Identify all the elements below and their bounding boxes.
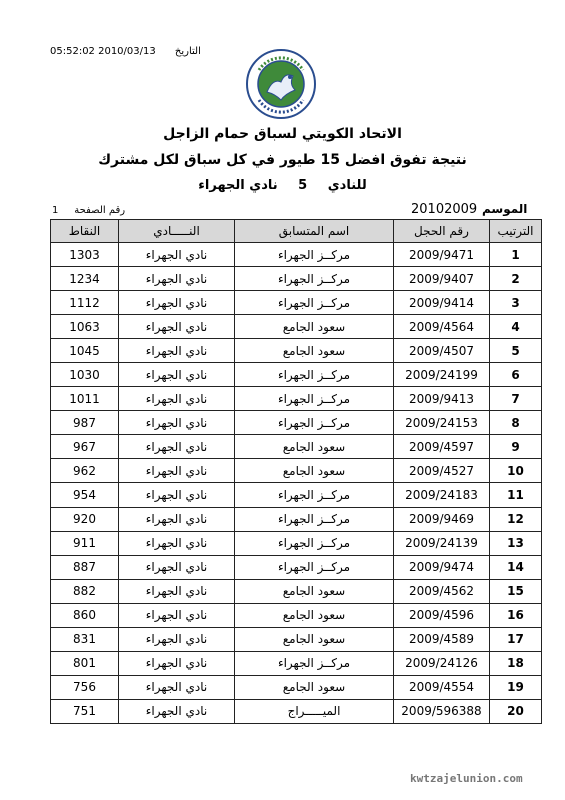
- meta-row: [0, 201, 565, 219]
- table-row: [51, 651, 542, 675]
- ring-number-cell: 2009/4589: [394, 627, 490, 651]
- points-cell: 751: [51, 699, 119, 723]
- competitor-name-cell: مركــز الجهراء: [235, 483, 394, 507]
- competitor-name-cell: سعود الجامع: [235, 603, 394, 627]
- ring-number-cell: 2009/24139: [394, 531, 490, 555]
- ring-number-cell: 2009/596388: [394, 699, 490, 723]
- points-cell: 1063: [51, 315, 119, 339]
- col-rank-header: الترتيب: [490, 220, 542, 243]
- club-cell: نادي الجهراء: [119, 531, 235, 555]
- club-cell: نادي الجهراء: [119, 315, 235, 339]
- table-row: [51, 459, 542, 483]
- table-header-row: [51, 220, 542, 243]
- competitor-name-cell: سعود الجامع: [235, 339, 394, 363]
- club-name: نادي الجهراء: [198, 178, 278, 193]
- ring-number-cell: 2009/4597: [394, 435, 490, 459]
- competitor-name-cell: مركــز الجهراء: [235, 291, 394, 315]
- page-value: 1: [52, 205, 59, 216]
- ring-number-cell: 2009/4554: [394, 675, 490, 699]
- competitor-name-cell: سعود الجامع: [235, 675, 394, 699]
- rank-cell: 6: [490, 363, 542, 387]
- table-row: [51, 435, 542, 459]
- rank-cell: 11: [490, 483, 542, 507]
- rank-cell: 14: [490, 555, 542, 579]
- table-row: [51, 699, 542, 723]
- ring-number-cell: 2009/9407: [394, 267, 490, 291]
- points-cell: 887: [51, 555, 119, 579]
- points-cell: 1234: [51, 267, 119, 291]
- competitor-name-cell: الميـــــراج: [235, 699, 394, 723]
- points-cell: 987: [51, 411, 119, 435]
- season-value: 20102009: [411, 202, 478, 217]
- club-cell: نادي الجهراء: [119, 483, 235, 507]
- table-row: [51, 627, 542, 651]
- ring-number-cell: 2009/9474: [394, 555, 490, 579]
- table-row: [51, 243, 542, 267]
- rank-cell: 3: [490, 291, 542, 315]
- club-cell: نادي الجهراء: [119, 387, 235, 411]
- competitor-name-cell: مركــز الجهراء: [235, 411, 394, 435]
- site-watermark: kwtzajelunion.com: [410, 772, 523, 785]
- federation-title: الاتحاد الكويتي لسباق حمام الزاجل: [163, 126, 402, 142]
- ring-number-cell: 2009/4562: [394, 579, 490, 603]
- club-cell: نادي الجهراء: [119, 603, 235, 627]
- club-cell: نادي الجهراء: [119, 675, 235, 699]
- table-row: [51, 291, 542, 315]
- points-cell: 831: [51, 627, 119, 651]
- ring-number-cell: 2009/24183: [394, 483, 490, 507]
- rank-cell: 8: [490, 411, 542, 435]
- col-name-header: اسم المتسابق: [235, 220, 394, 243]
- col-ring-header: رقم الحجل: [394, 220, 490, 243]
- date-value: 05:52:02 2010/03/13: [50, 46, 156, 57]
- table-row: [51, 267, 542, 291]
- points-cell: 1045: [51, 339, 119, 363]
- table-row: [51, 603, 542, 627]
- rank-cell: 17: [490, 627, 542, 651]
- competitor-name-cell: مركــز الجهراء: [235, 531, 394, 555]
- rank-cell: 15: [490, 579, 542, 603]
- ring-number-cell: 2009/24126: [394, 651, 490, 675]
- ring-number-cell: 2009/9413: [394, 387, 490, 411]
- points-cell: 801: [51, 651, 119, 675]
- table-row: [51, 675, 542, 699]
- table-row: [51, 507, 542, 531]
- competitor-name-cell: مركــز الجهراء: [235, 507, 394, 531]
- competitor-name-cell: مركــز الجهراء: [235, 387, 394, 411]
- club-cell: نادي الجهراء: [119, 699, 235, 723]
- points-cell: 1030: [51, 363, 119, 387]
- points-cell: 1011: [51, 387, 119, 411]
- report-title: نتيجة تفوق افضل 15 طيور في كل سباق لكل مشترك: [98, 152, 467, 168]
- date-label: التاريخ: [174, 46, 201, 57]
- points-cell: 967: [51, 435, 119, 459]
- club-cell: نادي الجهراء: [119, 651, 235, 675]
- club-cell: نادي الجهراء: [119, 243, 235, 267]
- competitor-name-cell: سعود الجامع: [235, 459, 394, 483]
- rank-cell: 7: [490, 387, 542, 411]
- results-table: [50, 219, 542, 724]
- club-number: 5: [298, 178, 308, 193]
- season-label: الموسم: [482, 202, 528, 216]
- points-cell: 954: [51, 483, 119, 507]
- rank-cell: 12: [490, 507, 542, 531]
- table-row: [51, 363, 542, 387]
- club-cell: نادي الجهراء: [119, 627, 235, 651]
- ring-number-cell: 2009/9471: [394, 243, 490, 267]
- club-cell: نادي الجهراء: [119, 459, 235, 483]
- rank-cell: 18: [490, 651, 542, 675]
- competitor-name-cell: مركــز الجهراء: [235, 243, 394, 267]
- ring-number-cell: 2009/9469: [394, 507, 490, 531]
- ring-number-cell: 2009/24153: [394, 411, 490, 435]
- rank-cell: 5: [490, 339, 542, 363]
- rank-cell: 13: [490, 531, 542, 555]
- ring-number-cell: 2009/4527: [394, 459, 490, 483]
- club-cell: نادي الجهراء: [119, 555, 235, 579]
- points-cell: 756: [51, 675, 119, 699]
- ring-number-cell: 2009/24199: [394, 363, 490, 387]
- page-label: رقم الصفحة: [74, 205, 126, 216]
- ring-number-cell: 2009/4564: [394, 315, 490, 339]
- ring-number-cell: 2009/4596: [394, 603, 490, 627]
- table-row: [51, 339, 542, 363]
- points-cell: 911: [51, 531, 119, 555]
- table-row: [51, 531, 542, 555]
- points-cell: 860: [51, 603, 119, 627]
- club-label: للنادي: [327, 178, 367, 193]
- competitor-name-cell: مركــز الجهراء: [235, 651, 394, 675]
- table-row: [51, 555, 542, 579]
- competitor-name-cell: سعود الجامع: [235, 627, 394, 651]
- points-cell: 1112: [51, 291, 119, 315]
- club-cell: نادي الجهراء: [119, 579, 235, 603]
- rank-cell: 16: [490, 603, 542, 627]
- date-line: [50, 46, 201, 57]
- col-points-header: النقاط: [51, 220, 119, 243]
- competitor-name-cell: مركــز الجهراء: [235, 267, 394, 291]
- table-row: [51, 387, 542, 411]
- col-club-header: النـــــادي: [119, 220, 235, 243]
- competitor-name-cell: مركــز الجهراء: [235, 555, 394, 579]
- table-row: [51, 483, 542, 507]
- competitor-name-cell: مركــز الجهراء: [235, 363, 394, 387]
- club-cell: نادي الجهراء: [119, 435, 235, 459]
- points-cell: 962: [51, 459, 119, 483]
- federation-logo: [245, 48, 317, 120]
- club-cell: نادي الجهراء: [119, 339, 235, 363]
- rank-cell: 20: [490, 699, 542, 723]
- rank-cell: 9: [490, 435, 542, 459]
- points-cell: 882: [51, 579, 119, 603]
- club-cell: نادي الجهراء: [119, 267, 235, 291]
- rank-cell: 1: [490, 243, 542, 267]
- club-cell: نادي الجهراء: [119, 363, 235, 387]
- club-cell: نادي الجهراء: [119, 291, 235, 315]
- rank-cell: 2: [490, 267, 542, 291]
- rank-cell: 19: [490, 675, 542, 699]
- table-row: [51, 579, 542, 603]
- competitor-name-cell: سعود الجامع: [235, 579, 394, 603]
- ring-number-cell: 2009/9414: [394, 291, 490, 315]
- points-cell: 920: [51, 507, 119, 531]
- competitor-name-cell: سعود الجامع: [235, 435, 394, 459]
- rank-cell: 10: [490, 459, 542, 483]
- table-row: [51, 411, 542, 435]
- club-cell: نادي الجهراء: [119, 411, 235, 435]
- page-indicator: [52, 205, 125, 216]
- club-cell: نادي الجهراء: [119, 507, 235, 531]
- competitor-name-cell: سعود الجامع: [235, 315, 394, 339]
- points-cell: 1303: [51, 243, 119, 267]
- ring-number-cell: 2009/4507: [394, 339, 490, 363]
- club-line: [0, 178, 565, 193]
- rank-cell: 4: [490, 315, 542, 339]
- table-row: [51, 315, 542, 339]
